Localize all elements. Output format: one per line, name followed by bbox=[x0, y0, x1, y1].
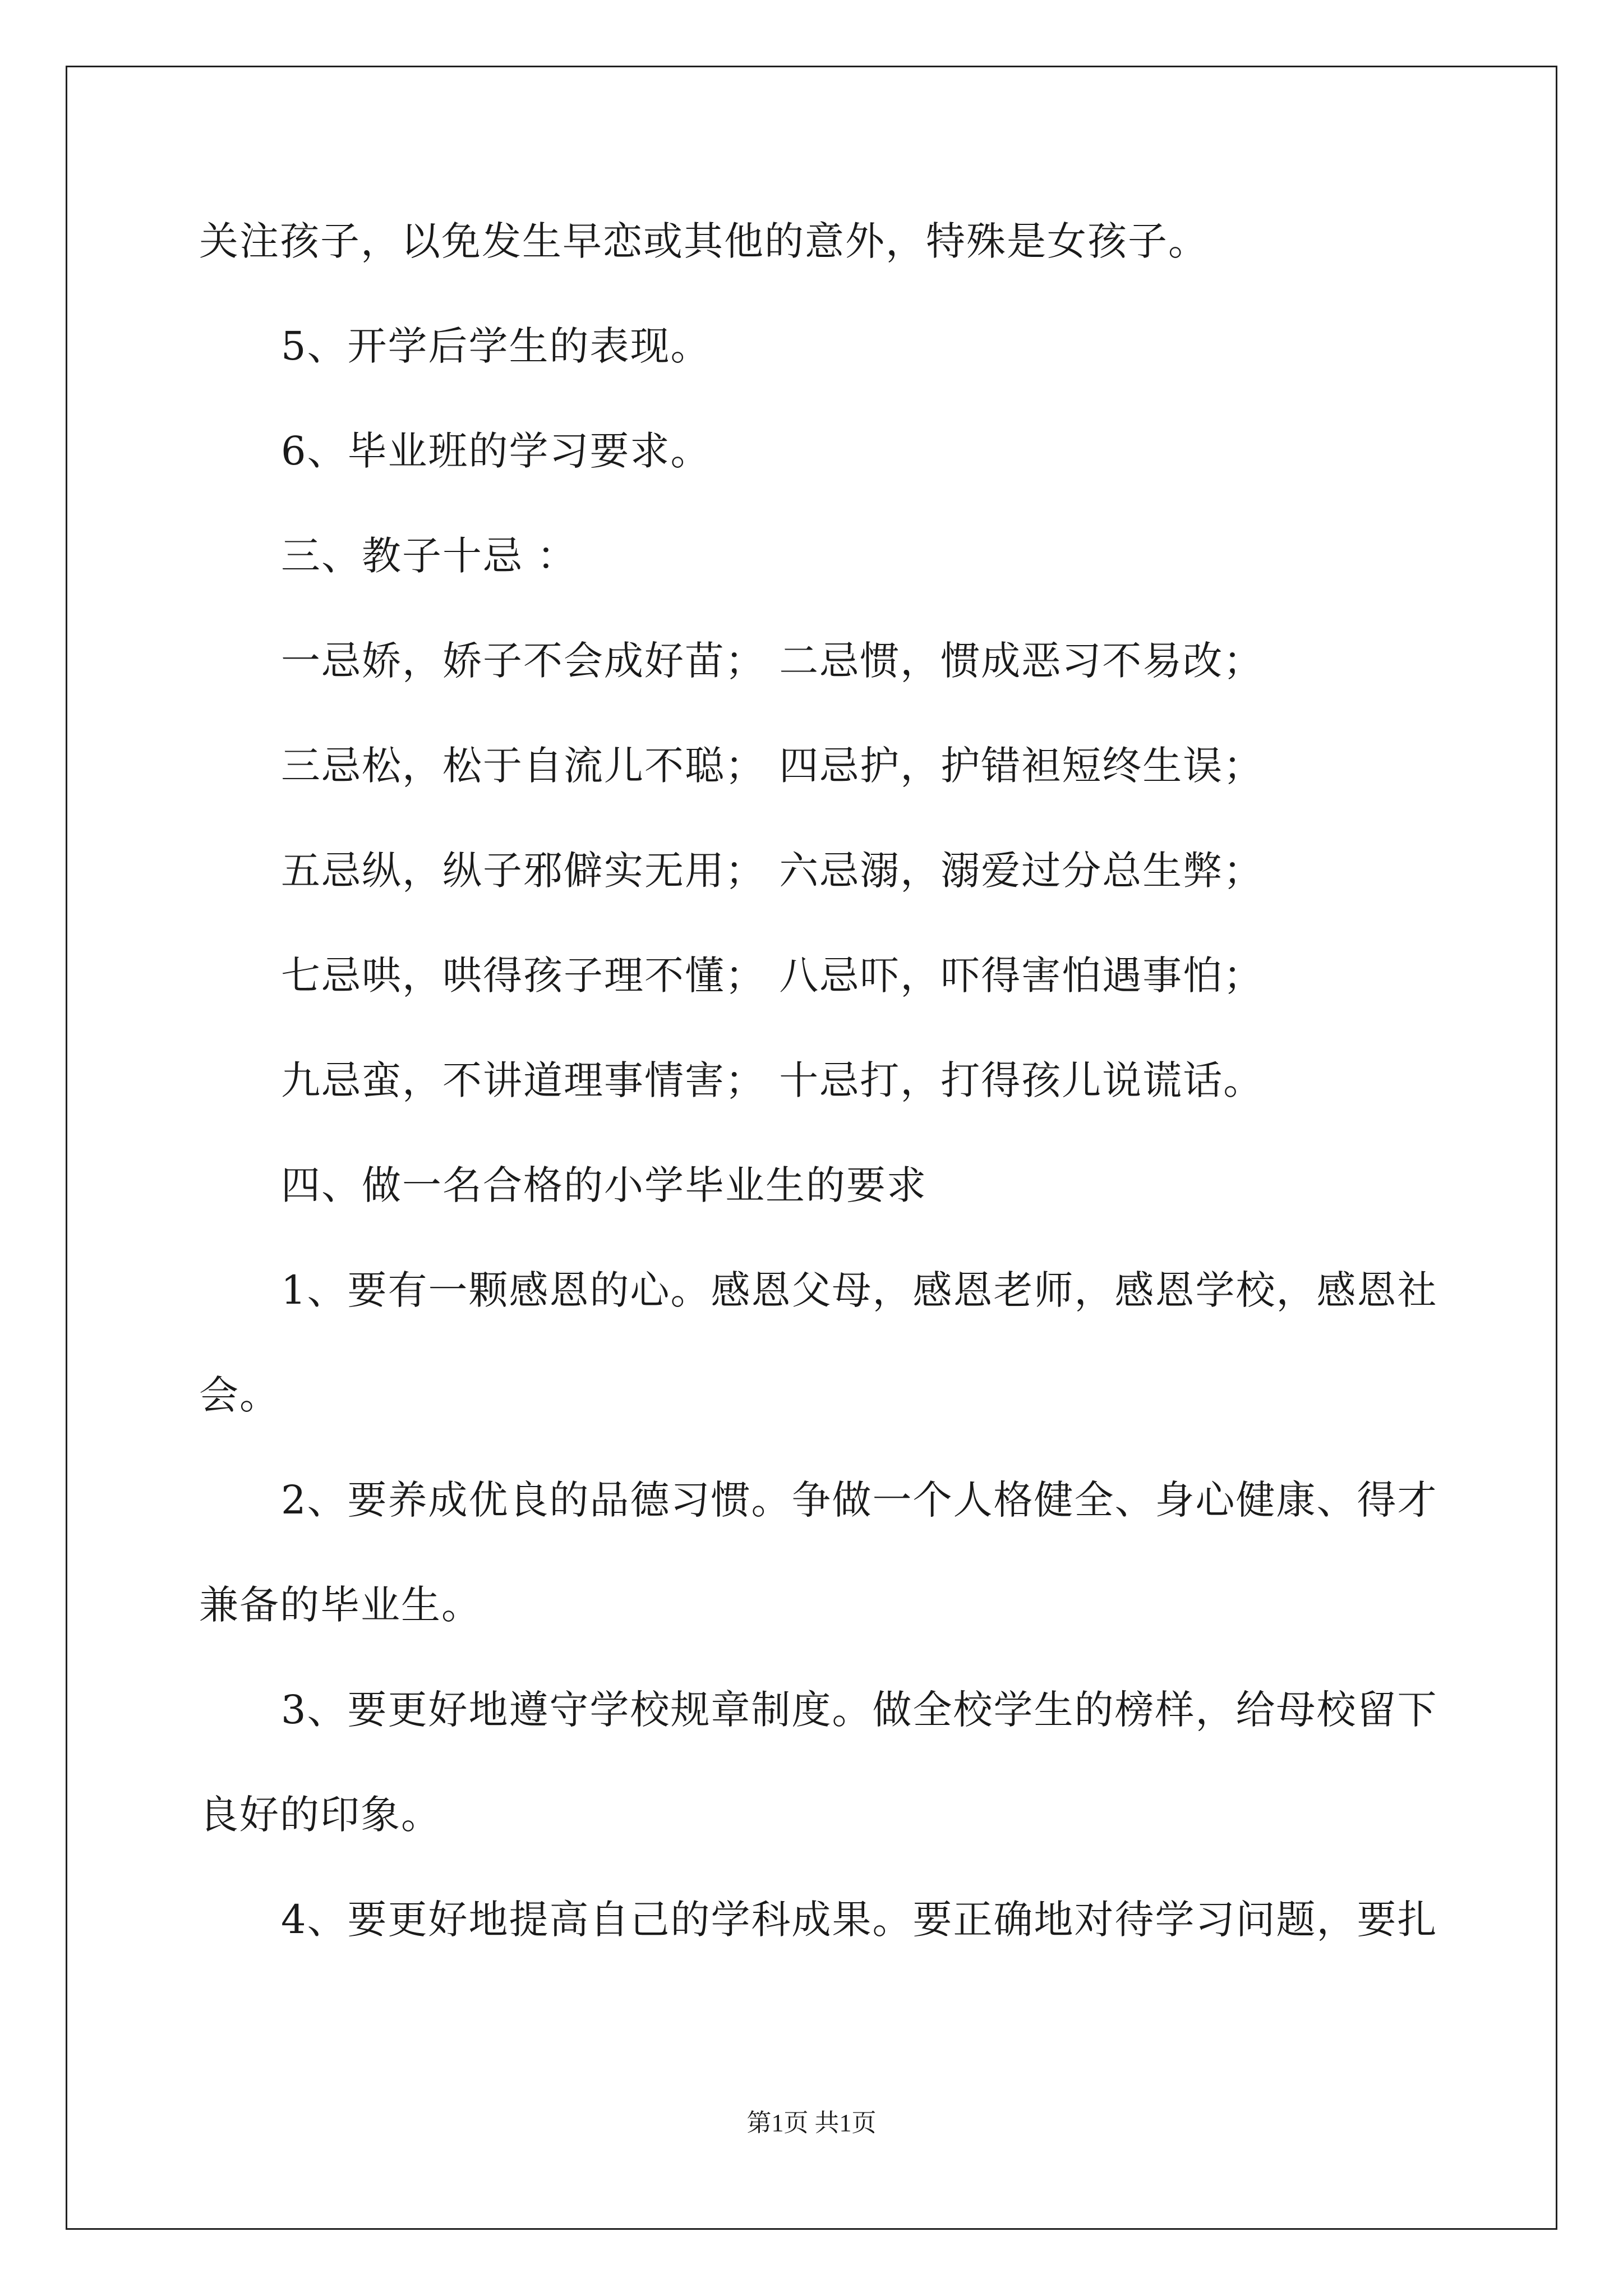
text-line: 五忌纵，纵子邪僻实无用； 六忌溺，溺爱过分总生弊； bbox=[281, 848, 1264, 894]
text-line: 七忌哄，哄得孩子理不懂； 八忌吓，吓得害怕遇事怕； bbox=[281, 953, 1264, 999]
text-line: 5、开学后学生的表现。 bbox=[281, 323, 711, 369]
text-line: 1、要有一颗感恩的心。感恩父母，感恩老师，感恩学校，感恩社 bbox=[281, 1267, 1438, 1313]
text-line: 兼备的毕业生。 bbox=[199, 1582, 482, 1628]
page-footer: 第1页 共1页 bbox=[746, 2109, 877, 2137]
text-line: 会。 bbox=[199, 1372, 280, 1418]
text-line: 2、要养成优良的品德习惯。争做一个人格健全、身心健康、得才 bbox=[281, 1477, 1438, 1523]
text-line: 一忌娇，娇子不会成好苗； 二忌惯，惯成恶习不易改； bbox=[281, 638, 1264, 684]
text-line: 3、要更好地遵守学校规章制度。做全校学生的榜样，给母校留下 bbox=[281, 1687, 1438, 1733]
text-line: 4、要更好地提高自己的学科成果。要正确地对待学习问题，要扎 bbox=[281, 1897, 1438, 1943]
text-line: 良好的印象。 bbox=[199, 1792, 441, 1838]
text-line: 6、毕业班的学习要求。 bbox=[281, 428, 711, 474]
section-heading: 三、教子十忌 ： bbox=[281, 533, 578, 579]
text-line: 关注孩子，以免发生早恋或其他的意外，特殊是女孩子。 bbox=[199, 218, 1209, 264]
text-line: 九忌蛮，不讲道理事情害； 十忌打，打得孩儿说谎话。 bbox=[281, 1057, 1264, 1103]
text-line: 三忌松，松于自流儿不聪； 四忌护，护错袒短终生误； bbox=[281, 743, 1264, 789]
section-heading: 四、做一名合格的小学毕业生的要求 bbox=[281, 1162, 927, 1208]
